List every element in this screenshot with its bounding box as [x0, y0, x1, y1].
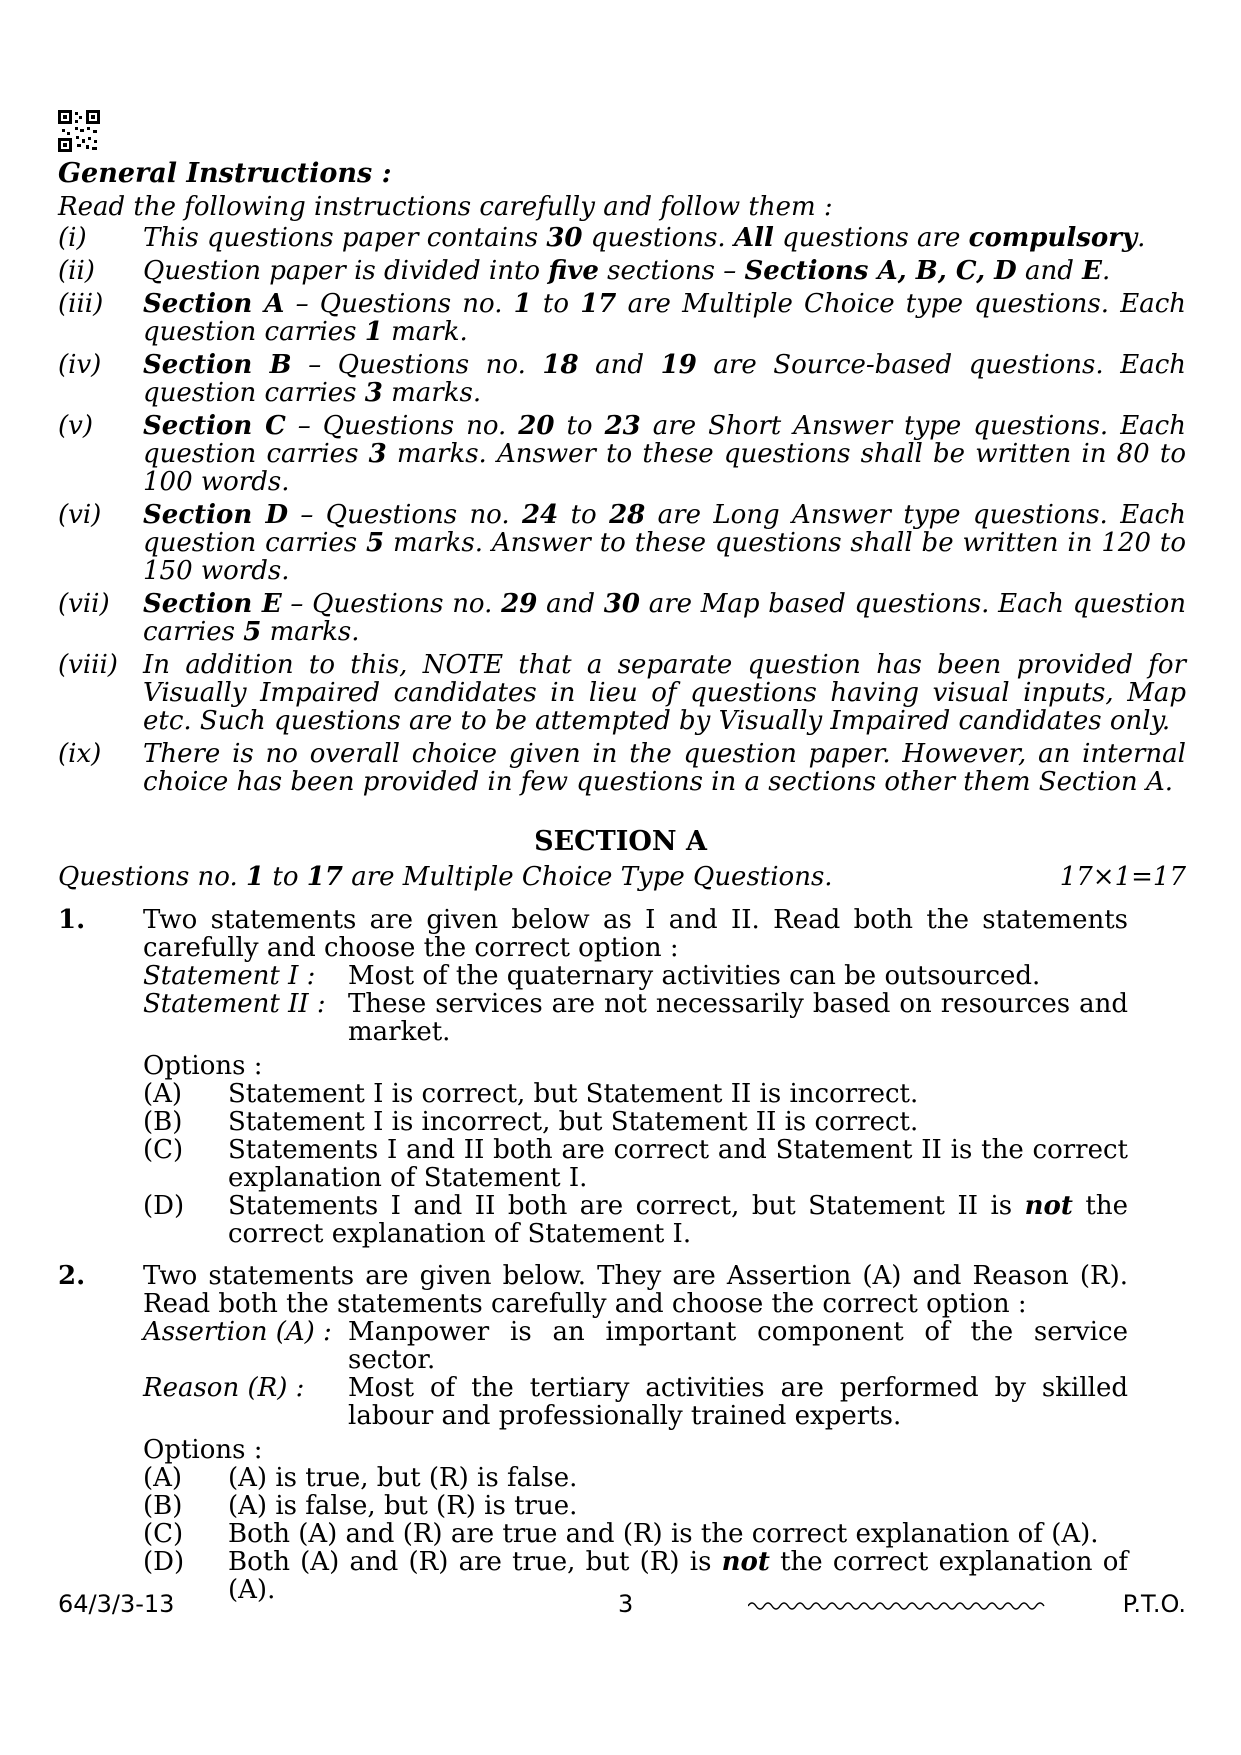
instruction-number: (viii)	[58, 650, 118, 680]
page-number: 3	[618, 1590, 634, 1618]
reason-label: Reason (R) :	[143, 1373, 305, 1403]
assertion-label: Assertion (A) :	[143, 1317, 332, 1347]
instruction-item	[58, 351, 1186, 407]
statement-text: These services are not necessarily based on resources and market.	[348, 989, 1128, 1047]
option-text: (A) is false, but (R) is true.	[228, 1491, 578, 1521]
instruction-number: (iv)	[58, 350, 102, 380]
assertion-row	[143, 1318, 1128, 1374]
instruction-item	[58, 224, 1186, 252]
option-text: Both (A) and (R) are true and (R) is the correct explanation of (A).	[228, 1519, 1099, 1549]
instruction-item	[58, 740, 1186, 796]
section-a-heading: SECTION A	[534, 826, 707, 857]
instruction-text: Section E – Questions no. 29 and 30 are Map based questions. Each question carries 5 marks.	[143, 589, 1187, 647]
instruction-number: (v)	[58, 411, 93, 441]
wavy-line-icon	[748, 1598, 1048, 1614]
section-a-intro-text: Questions no. 1 to 17 are Multiple Choice Type Questions.	[58, 862, 833, 892]
option-a	[143, 1464, 1128, 1492]
general-instructions-lead: Read the following instructions carefully and follow them :	[58, 192, 833, 222]
statement-text: Most of the quaternary activities can be outsourced.	[348, 961, 1041, 991]
option-letter: (D)	[143, 1547, 185, 1577]
option-c	[143, 1136, 1128, 1192]
instructions-list	[58, 224, 1186, 801]
option-letter: (B)	[143, 1491, 183, 1521]
reason-text: Most of the tertiary activities are performed by skilled labour and professionally trained experts.	[348, 1373, 1128, 1431]
assertion-text: Manpower is an important component of the service sector.	[348, 1317, 1128, 1375]
instruction-text: Question paper is divided into five sections – Sections A, B, C, D and E.	[143, 256, 1111, 286]
instruction-item	[58, 257, 1186, 285]
options-label: Options :	[143, 1051, 263, 1081]
question-text: Two statements are given below. They are Assertion (A) and Reason (R). Read both the statements carefully and choose the correct option :	[143, 1261, 1128, 1319]
question-header	[58, 1262, 1128, 1318]
instruction-text: In addition to this, NOTE that a separate question has been provided for Visually Impaired candidates in lieu of questions having visual inputs, Map etc. Such questions are to be attempted by Visually Impaired candidates only.	[143, 650, 1186, 736]
option-c	[143, 1520, 1128, 1548]
option-a	[143, 1080, 1128, 1108]
instruction-text: Section B – Questions no. 18 and 19 are Source-based questions. Each question carries 3 marks.	[143, 350, 1187, 408]
instruction-number: (ix)	[58, 739, 102, 769]
section-a-marks: 17×1=17	[1059, 862, 1186, 892]
option-letter: (B)	[143, 1107, 183, 1137]
instruction-text: There is no overall choice given in the question paper. However, an internal choice has been provided in few questions in a sections other them Section A.	[143, 739, 1186, 797]
paper-code: 64/3/3-13	[58, 1590, 175, 1618]
statement-label: Statement I :	[143, 961, 316, 991]
section-a-intro	[58, 862, 1186, 892]
question-number: 2.	[58, 1261, 86, 1291]
option-b	[143, 1492, 1128, 1520]
instruction-number: (ii)	[58, 256, 95, 286]
option-text: Statements I and II both are correct, but Statement II is not the correct explanation of Statement I.	[228, 1191, 1128, 1249]
general-instructions-title: General Instructions :	[58, 158, 392, 189]
qr-code-icon	[58, 110, 100, 152]
option-letter: (C)	[143, 1519, 184, 1549]
instruction-item	[58, 412, 1186, 496]
instruction-text: Section A – Questions no. 1 to 17 are Multiple Choice type questions. Each question carries 1 mark.	[143, 289, 1186, 347]
question-text: Two statements are given below as I and II. Read both the statements carefully and choose the correct option :	[143, 905, 1128, 963]
option-letter: (C)	[143, 1135, 184, 1165]
statement-row	[143, 990, 1128, 1046]
option-letter: (A)	[143, 1079, 183, 1109]
question-1	[58, 906, 1128, 1248]
instruction-text: Section C – Questions no. 20 to 23 are Short Answer type questions. Each question carries 3 marks. Answer to these questions shall be written in 80 to 100 words.	[143, 411, 1186, 497]
options-label: Options :	[143, 1435, 263, 1465]
option-text: Statement I is incorrect, but Statement II is correct.	[228, 1107, 919, 1137]
statement-row	[143, 962, 1128, 990]
statement-label: Statement II :	[143, 989, 326, 1019]
option-text: (A) is true, but (R) is false.	[228, 1463, 578, 1493]
instruction-number: (vii)	[58, 589, 110, 619]
option-b	[143, 1108, 1128, 1136]
option-text: Both (A) and (R) are true, but (R) is not the correct explanation of (A).	[228, 1547, 1128, 1605]
instruction-item	[58, 290, 1186, 346]
question-header	[58, 906, 1128, 962]
question-number: 1.	[58, 905, 86, 935]
instruction-item	[58, 501, 1186, 585]
instruction-number: (vi)	[58, 500, 102, 530]
option-letter: (A)	[143, 1463, 183, 1493]
option-text: Statements I and II both are correct and Statement II is the correct explanation of Statement I.	[228, 1135, 1128, 1193]
instruction-text: This questions paper contains 30 questions. All questions are compulsory.	[143, 223, 1146, 253]
instruction-item	[58, 651, 1186, 735]
instruction-text: Section D – Questions no. 24 to 28 are Long Answer type questions. Each question carries 5 marks. Answer to these questions shall be written in 120 to 150 words.	[143, 500, 1186, 586]
option-d	[143, 1192, 1128, 1248]
question-2	[58, 1262, 1128, 1604]
option-d	[143, 1548, 1128, 1604]
instruction-item	[58, 590, 1186, 646]
option-text: Statement I is correct, but Statement II is incorrect.	[228, 1079, 919, 1109]
reason-row	[143, 1374, 1128, 1430]
pto-label: P.T.O.	[1122, 1590, 1186, 1618]
option-letter: (D)	[143, 1191, 185, 1221]
instruction-number: (iii)	[58, 289, 104, 319]
instruction-number: (i)	[58, 223, 87, 253]
